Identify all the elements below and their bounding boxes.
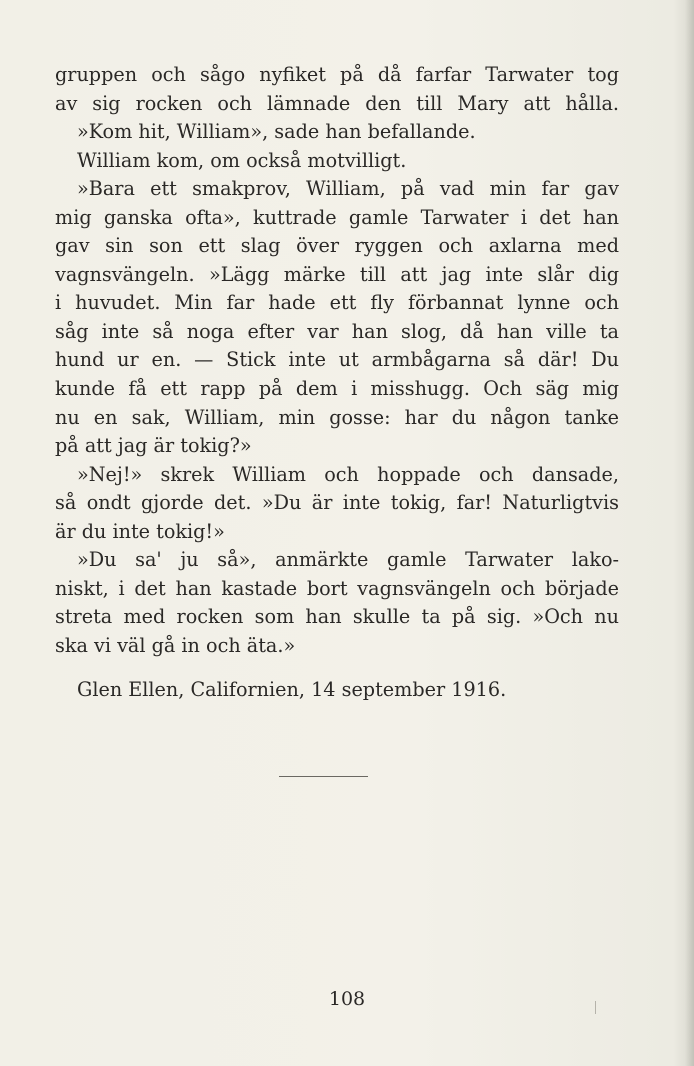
text-line: ska vi väl gå in och äta.»: [55, 633, 296, 657]
text-line: streta med rocken som han skulle ta på sig. »Och nu: [55, 605, 619, 629]
text-line: gruppen och sågo nyfiket på då farfar Tarwater tog: [55, 63, 619, 86]
text-line: hund ur en. — Stick inte ut armbågarna så där! Du: [55, 348, 619, 372]
text-line: så ondt gjorde det. »Du är inte tokig, far! Naturligtvis: [55, 491, 619, 515]
text-line: »Nej!» skrek William och hoppade och dansade,: [77, 462, 619, 486]
page-edge-shadow: [685, 0, 694, 1066]
text-line: gav sin son ett slag över ryggen och axlarna med: [55, 234, 619, 258]
text-line: vagnsvängeln. »Lägg märke till att jag inte slår dig: [55, 262, 619, 286]
paper-speck: [595, 1001, 596, 1014]
end-divider-rule: [279, 776, 368, 777]
text-line: på att jag är tokig?»: [55, 434, 252, 458]
text-line: niskt, i det han kastade bort vagnsvängeln och började: [55, 576, 619, 600]
text-line: av sig rocken och lämnade den till Mary att hålla.: [55, 91, 619, 115]
text-line: mig ganska ofta», kuttrade gamle Tarwater i det han: [55, 205, 619, 229]
text-line: är du inte tokig!»: [55, 519, 225, 543]
text-line: »Bara ett smakprov, William, på vad min far gav: [77, 177, 619, 201]
text-line: kunde få ett rapp på dem i misshugg. Och säg mig: [55, 377, 619, 401]
body-text: [55, 61, 619, 660]
place-date-signature: Glen Ellen, Californien, 14 september 1916.: [77, 678, 507, 701]
text-line: William kom, om också motvilligt.: [77, 148, 407, 172]
text-line: nu en sak, William, min gosse: har du någon tanke: [55, 405, 619, 429]
text-line: såg inte så noga efter var han slog, då han ville ta: [55, 319, 619, 343]
page-number: 108: [328, 988, 366, 1010]
text-line: »Du sa' ju så», anmärkte gamle Tarwater lako-: [77, 548, 619, 572]
text-line: i huvudet. Min far hade ett fly förbannat lynne och: [55, 291, 619, 315]
text-line: »Kom hit, William», sade han befallande.: [77, 120, 476, 144]
